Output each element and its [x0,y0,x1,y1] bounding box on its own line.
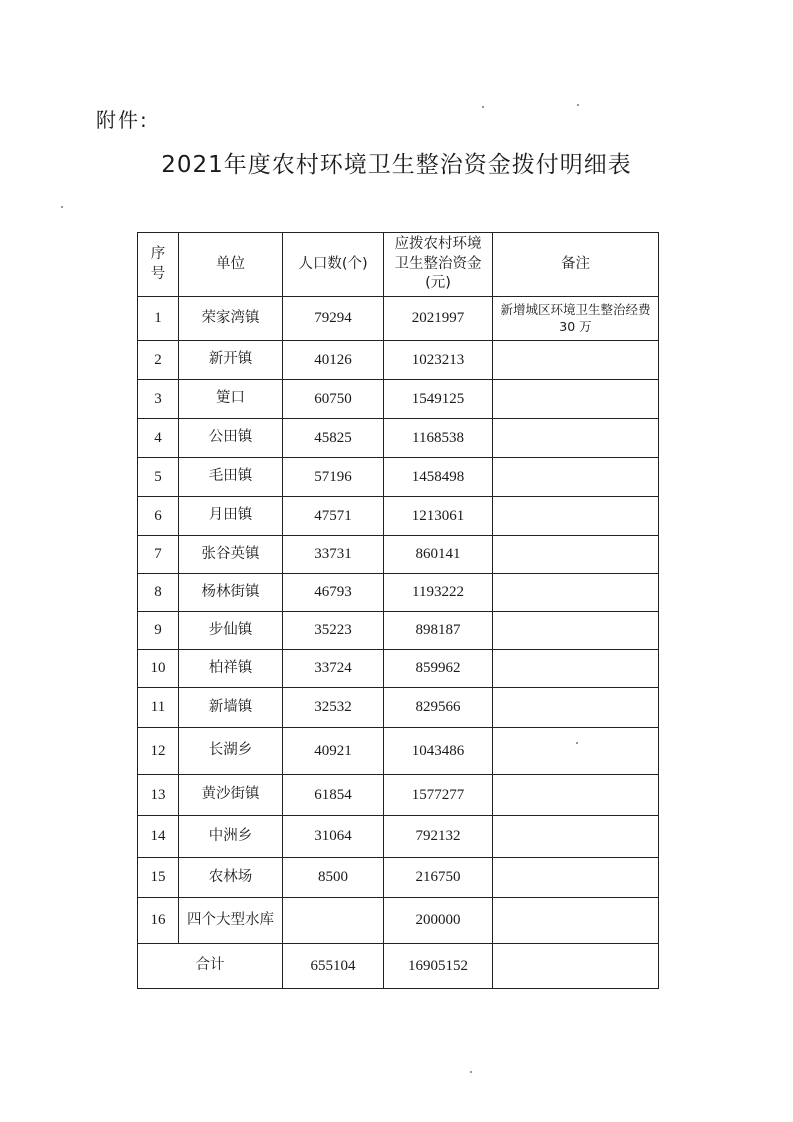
funds-cell: 216750 [384,858,493,898]
population-cell [283,898,384,944]
population-cell: 46793 [283,574,384,612]
table-row [138,380,659,419]
unit-cell: 张谷英镇 [179,536,283,574]
header-seq: 序号 [138,233,179,297]
seq-cell: 3 [138,380,179,419]
header-unit: 单位 [179,233,283,297]
population-cell: 79294 [283,297,384,341]
table-row [138,574,659,612]
funds-cell: 1577277 [384,775,493,816]
header-row [138,233,659,297]
population-cell: 40126 [283,341,384,380]
funds-cell: 898187 [384,612,493,650]
remark-cell [493,458,659,497]
total-remark [493,944,659,989]
unit-cell: 长湖乡 [179,728,283,775]
unit-cell: 新开镇 [179,341,283,380]
seq-cell: 12 [138,728,179,775]
remark-cell [493,380,659,419]
population-cell: 60750 [283,380,384,419]
remark-cell [493,536,659,574]
unit-cell: 步仙镇 [179,612,283,650]
unit-cell: 公田镇 [179,419,283,458]
seq-cell: 14 [138,816,179,858]
attachment-label: 附件: [96,108,149,132]
population-cell: 31064 [283,816,384,858]
remark-cell [493,728,659,775]
funds-cell: 859962 [384,650,493,688]
population-cell: 35223 [283,612,384,650]
remark-cell [493,419,659,458]
table-row [138,419,659,458]
table-row [138,297,659,341]
remark-cell [493,497,659,536]
population-cell: 33731 [283,536,384,574]
table-row [138,536,659,574]
remark-cell [493,650,659,688]
table-row [138,650,659,688]
population-cell: 8500 [283,858,384,898]
remark-cell [493,816,659,858]
funds-cell: 792132 [384,816,493,858]
funds-cell: 200000 [384,898,493,944]
funds-cell: 2021997 [384,297,493,341]
unit-cell: 柏祥镇 [179,650,283,688]
unit-cell: 杨林街镇 [179,574,283,612]
table-row [138,612,659,650]
header-population: 人口数(个) [283,233,384,297]
funds-cell: 1213061 [384,497,493,536]
table-row [138,728,659,775]
seq-cell: 11 [138,688,179,728]
seq-cell: 13 [138,775,179,816]
total-label: 合计 [138,944,283,989]
population-cell: 33724 [283,650,384,688]
seq-cell: 7 [138,536,179,574]
seq-cell: 4 [138,419,179,458]
table-row [138,775,659,816]
document-title: 2021年度农村环境卫生整治资金拨付明细表 [161,152,632,178]
scan-speck [61,206,63,208]
seq-cell: 1 [138,297,179,341]
table-row [138,497,659,536]
population-cell: 61854 [283,775,384,816]
scan-speck [482,106,484,108]
funds-cell: 1043486 [384,728,493,775]
unit-cell: 毛田镇 [179,458,283,497]
remark-cell [493,612,659,650]
unit-cell: 新墙镇 [179,688,283,728]
population-cell: 40921 [283,728,384,775]
unit-cell: 农林场 [179,858,283,898]
funds-cell: 860141 [384,536,493,574]
population-cell: 57196 [283,458,384,497]
scan-speck [577,104,579,106]
header-remark: 备注 [493,233,659,297]
funds-cell: 1168538 [384,419,493,458]
funds-cell: 1193222 [384,574,493,612]
seq-cell: 15 [138,858,179,898]
table-row [138,816,659,858]
table-row [138,898,659,944]
table-row [138,341,659,380]
remark-cell [493,341,659,380]
table-row [138,458,659,497]
unit-cell: 黄沙街镇 [179,775,283,816]
population-cell: 45825 [283,419,384,458]
total-row [138,944,659,989]
seq-cell: 10 [138,650,179,688]
funds-cell: 1023213 [384,341,493,380]
funds-cell: 1549125 [384,380,493,419]
remark-cell [493,858,659,898]
total-funds: 16905152 [384,944,493,989]
population-cell: 32532 [283,688,384,728]
seq-cell: 8 [138,574,179,612]
funds-cell: 1458498 [384,458,493,497]
remark-cell [493,574,659,612]
remark-cell [493,898,659,944]
scan-speck [470,1071,472,1073]
funds-cell: 829566 [384,688,493,728]
seq-cell: 5 [138,458,179,497]
seq-cell: 9 [138,612,179,650]
table-row [138,858,659,898]
unit-cell: 筻口 [179,380,283,419]
remark-cell [493,775,659,816]
unit-cell: 荣家湾镇 [179,297,283,341]
unit-cell: 四个大型水库 [179,898,283,944]
header-funds: 应拨农村环境卫生整治资金(元) [384,233,493,297]
remark-cell [493,688,659,728]
seq-cell: 6 [138,497,179,536]
unit-cell: 月田镇 [179,497,283,536]
funding-table [137,232,659,989]
table-row [138,688,659,728]
seq-cell: 2 [138,341,179,380]
seq-cell: 16 [138,898,179,944]
total-population: 655104 [283,944,384,989]
remark-cell: 新增城区环境卫生整治经费 30 万 [493,297,659,341]
population-cell: 47571 [283,497,384,536]
unit-cell: 中洲乡 [179,816,283,858]
